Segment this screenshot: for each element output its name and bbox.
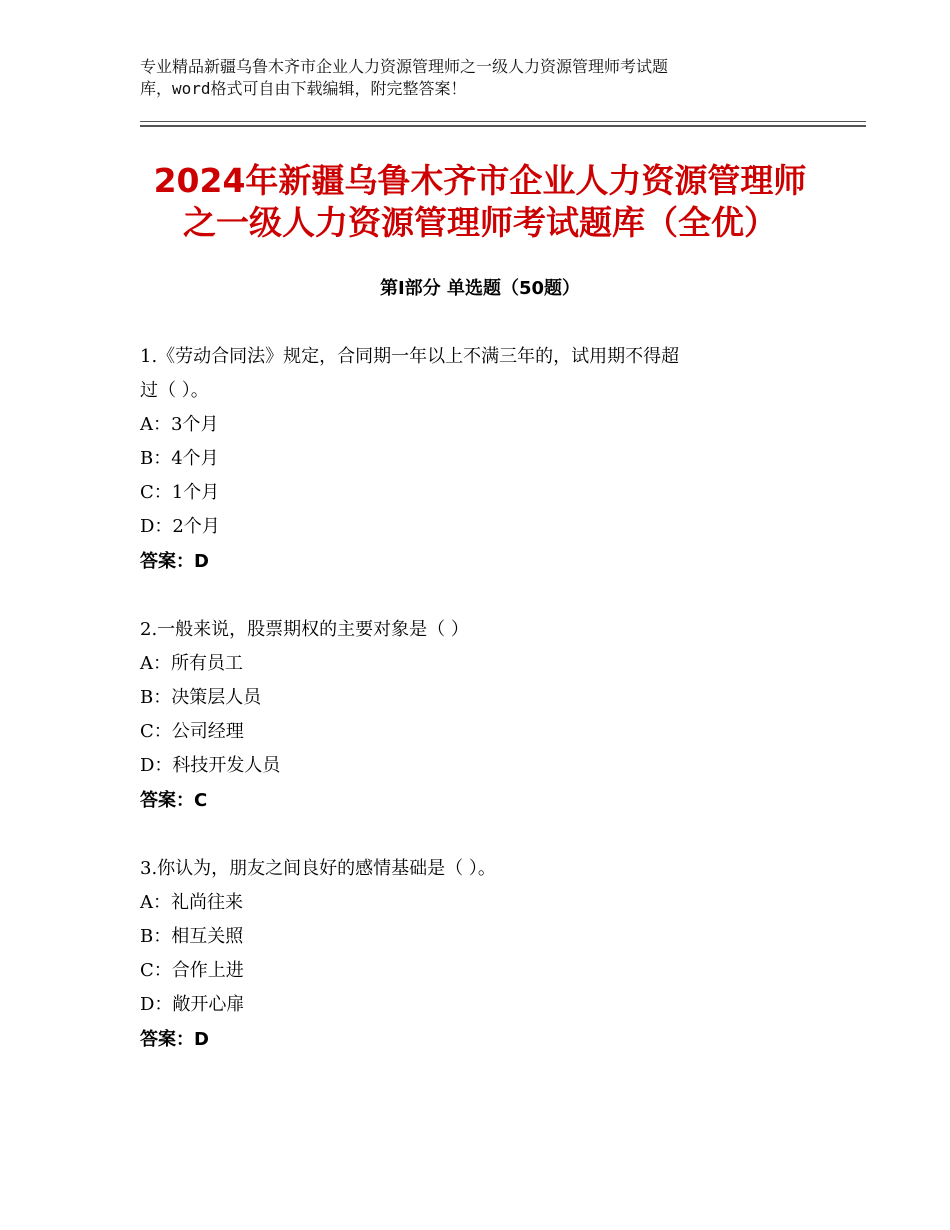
header-note-line-1: 专业精品新疆乌鲁木齐市企业人力资源管理师之一级人力资源管理师考试题 [140, 57, 669, 76]
option-a: A：所有员工 [140, 653, 243, 674]
option-c: C：合作上进 [140, 960, 244, 981]
answer: 答案：C [140, 790, 208, 811]
header-note-line-2: 库，word格式可自由下载编辑，附完整答案！ [140, 79, 467, 98]
answer: 答案：D [140, 1029, 209, 1050]
section-heading: 第Ⅰ部分 单选题（50题） [379, 278, 580, 299]
answer: 答案：D [140, 551, 209, 572]
option-a: A：礼尚往来 [140, 892, 243, 913]
header-rule-thick [140, 125, 866, 127]
question-stem: 3.你认为，朋友之间良好的感情基础是（ ）。 [140, 858, 496, 879]
question-stem: 1.《劳动合同法》规定，合同期一年以上不满三年的，试用期不得超 [140, 346, 680, 367]
header-rule-thin [140, 121, 866, 122]
option-c: C：公司经理 [140, 721, 244, 742]
option-b: B：决策层人员 [140, 687, 262, 708]
option-b: B：相互关照 [140, 926, 244, 947]
option-d: D：科技开发人员 [140, 755, 281, 776]
option-d: D：敞开心扉 [140, 994, 245, 1015]
document-title-line-1: 2024年新疆乌鲁木齐市企业人力资源管理师 [153, 161, 807, 200]
option-c: C：1个月 [140, 482, 220, 503]
option-d: D：2个月 [140, 516, 220, 537]
option-a: A：3个月 [140, 414, 219, 435]
option-b: B：4个月 [140, 448, 219, 469]
document-title-line-2: 之一级人力资源管理师考试题库（全优） [183, 203, 777, 242]
question-stem-continued: 过（ ）。 [140, 380, 209, 401]
document-title [140, 160, 820, 244]
question-stem: 2.一般来说，股票期权的主要对象是（ ） [140, 619, 469, 640]
header-note [140, 56, 820, 100]
